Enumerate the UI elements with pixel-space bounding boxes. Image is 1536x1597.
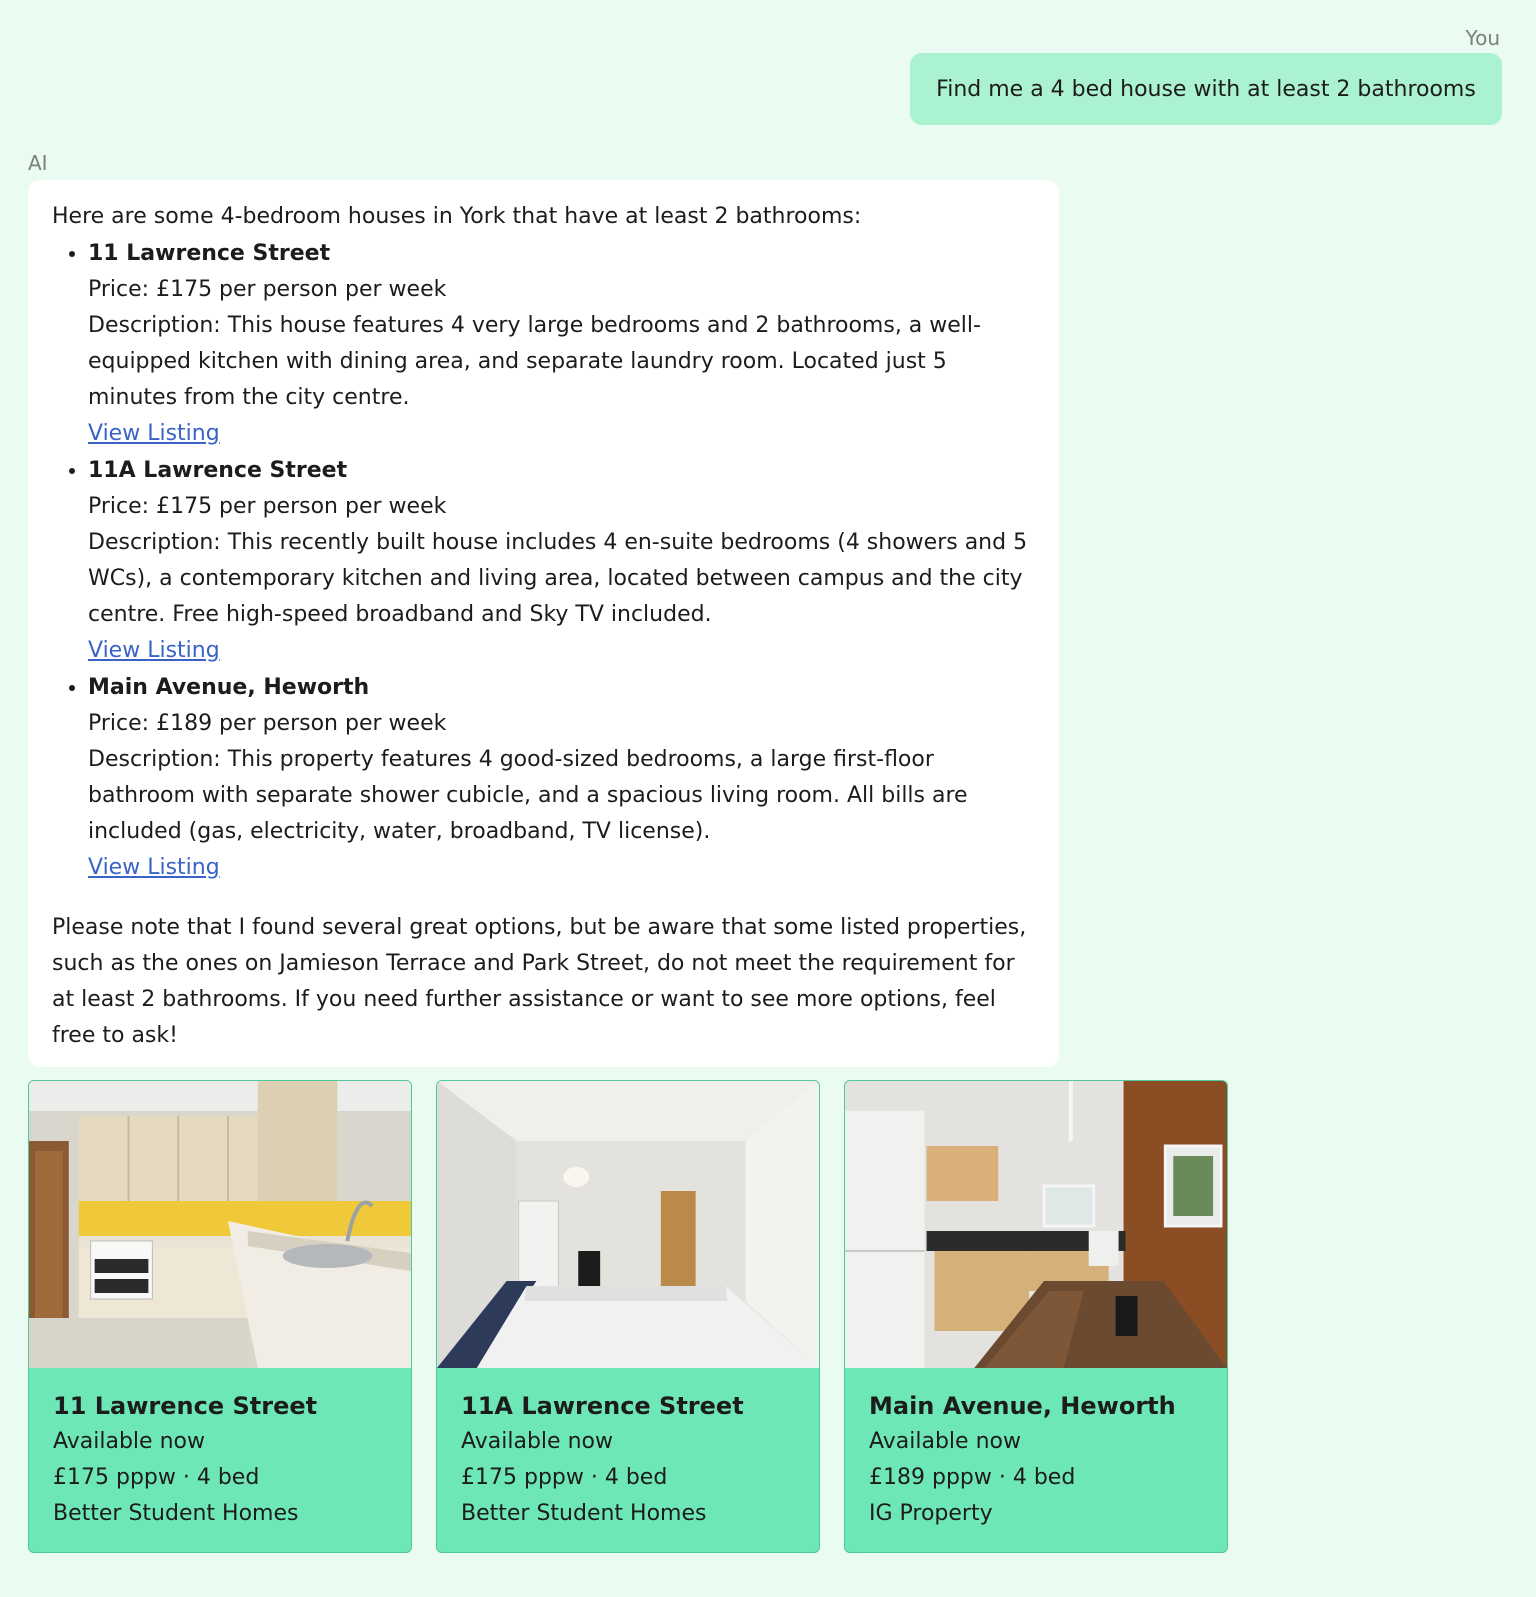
card-title: 11A Lawrence Street [461,1392,744,1420]
card-price-beds: £189 pppw · 4 bed [869,1465,1076,1490]
ai-closing-note: Please note that I found several great options, but be aware that some listed properties, such as the ones on Jamieson Terrace and Park Street, do not meet the requirement for at least 2 bathrooms. If you need further assistance or want to see more options, feel free to ask! [52,915,1027,1048]
view-listing-link[interactable]: View Listing [88,638,220,663]
bedroom-photo [437,1081,819,1368]
listing-title: • Main Avenue, Heworth [88,675,370,700]
user-message-text: Find me a 4 bed house with at least 2 bathrooms [936,76,1476,102]
listing-description: Description: This property features 4 good-sized bedrooms, a large first-floor bathroom with separate shower cubicle, and a spacious living room. All bills are included (gas, electricity, water, broadband, TV license). [88,747,968,844]
card-availability: Available now [869,1429,1021,1454]
listing-item [88,452,1035,669]
card-title: Main Avenue, Heworth [869,1392,1176,1420]
card-body [29,1368,411,1552]
card-agent: Better Student Homes [461,1501,707,1526]
view-listing-link[interactable]: View Listing [88,421,220,446]
card-agent: IG Property [869,1501,993,1526]
card-body [845,1368,1227,1552]
listing-price: Price: £189 per person per week [88,711,447,736]
property-cards [28,1080,1228,1553]
kitchen-photo [29,1081,411,1368]
listing-list [52,235,1035,886]
listing-price: Price: £175 per person per week [88,277,447,302]
property-card[interactable] [844,1080,1228,1553]
user-sender-label: You [1465,26,1500,50]
listing-item [88,235,1035,452]
ai-message-bubble [28,180,1059,1067]
card-body [437,1368,819,1552]
card-agent: Better Student Homes [53,1501,299,1526]
card-title: 11 Lawrence Street [53,1392,318,1420]
card-price-beds: £175 pppw · 4 bed [53,1465,260,1490]
card-availability: Available now [461,1429,613,1454]
user-message-bubble [910,53,1502,125]
card-availability: Available now [53,1429,205,1454]
listing-description: Description: This recently built house includes 4 en-suite bedrooms (4 showers and 5 WCs), a contemporary kitchen and living area, located between campus and the city centre. Free high-speed broadband and Sky TV included. [88,530,1028,627]
property-card[interactable] [28,1080,412,1553]
view-listing-link[interactable]: View Listing [88,855,220,880]
listing-title: • 11A Lawrence Street [88,458,348,483]
listing-title: • 11 Lawrence Street [88,241,331,266]
ai-intro-text: Here are some 4-bedroom houses in York that have at least 2 bathrooms: [52,204,862,229]
listing-description: Description: This house features 4 very large bedrooms and 2 bathrooms, a well-equipped kitchen with dining area, and separate laundry room. Located just 5 minutes from the city centre. [88,313,981,410]
listing-item [88,669,1035,886]
listing-price: Price: £175 per person per week [88,494,447,519]
card-price-beds: £175 pppw · 4 bed [461,1465,668,1490]
kitchen-photo [845,1081,1227,1368]
property-card[interactable] [436,1080,820,1553]
ai-sender-label: AI [28,151,48,175]
